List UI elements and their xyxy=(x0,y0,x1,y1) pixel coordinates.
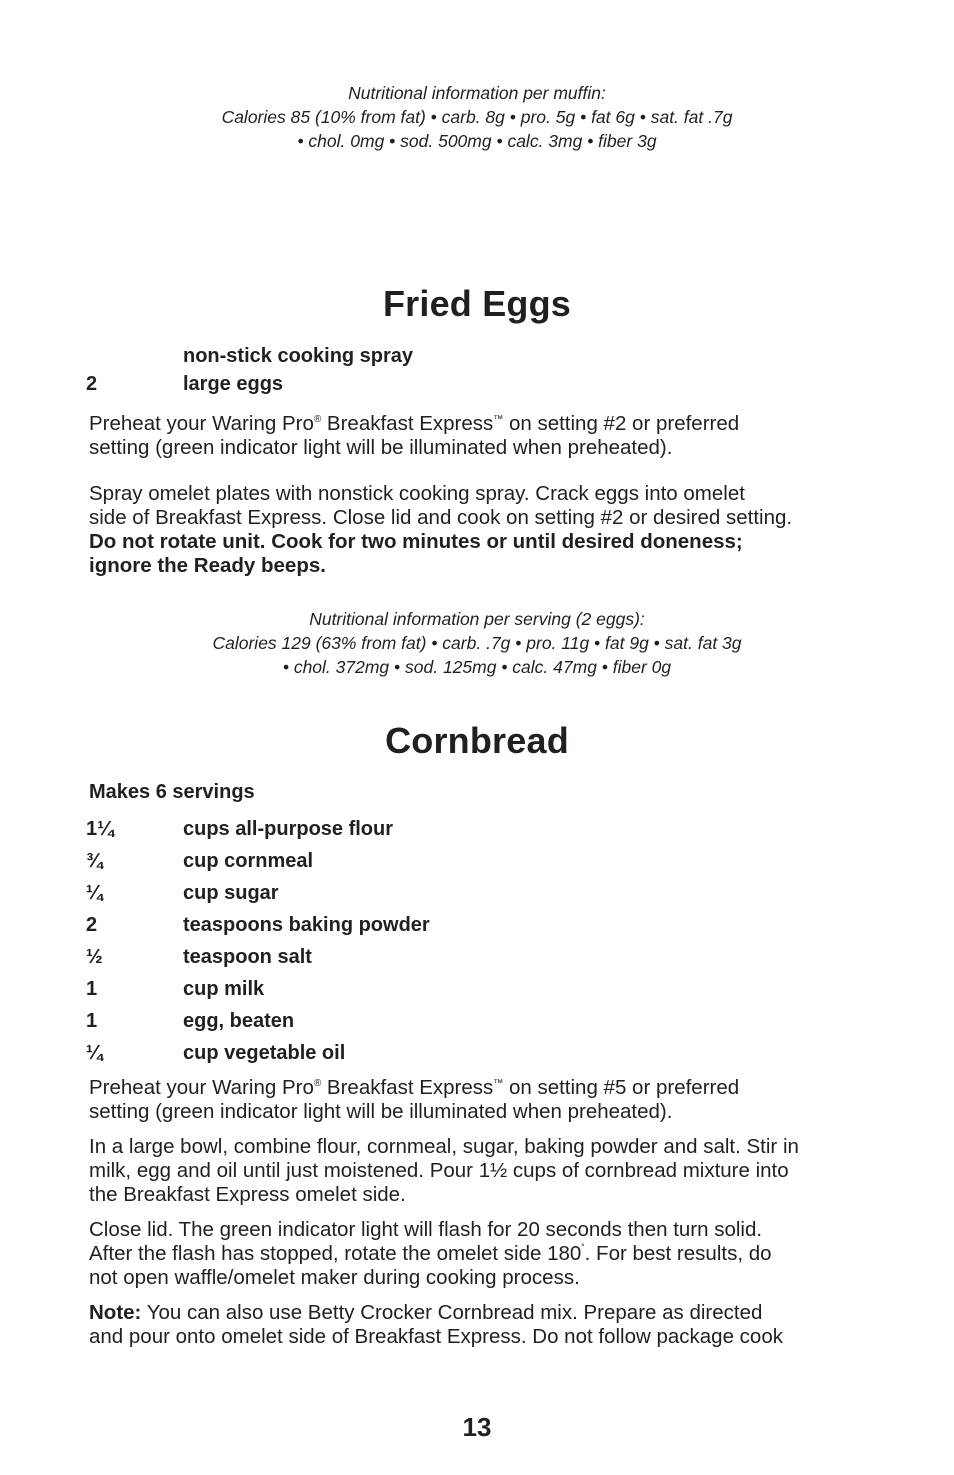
text-segment: Preheat your Waring Pro xyxy=(89,1076,314,1099)
fried-eggs-title: Fried Eggs xyxy=(382,283,572,324)
ingredient-qty: 2 xyxy=(86,914,98,936)
cornbread-title: Cornbread xyxy=(385,720,569,761)
text-line: not open waffle/omelet maker during cooking process. xyxy=(89,1266,580,1289)
trademark-mark: ™ xyxy=(493,1078,504,1089)
text-line: the Breakfast Express omelet side. xyxy=(89,1183,406,1206)
ingredient-item: cups all-purpose flour xyxy=(183,818,394,840)
ingredient-qty: 2 xyxy=(86,373,98,395)
ingredient-qty: ¾ xyxy=(86,850,103,872)
cornbread-ingredient-4 xyxy=(0,911,954,939)
muffin-nutrition-heading: Nutritional information per muffin: xyxy=(348,83,606,103)
muffin-nutrition-block xyxy=(0,81,954,153)
text-line: setting (green indicator light will be illuminated when preheated). xyxy=(89,1100,673,1123)
cornbread-servings: Makes 6 servings xyxy=(89,781,255,803)
fried-eggs-nutrition-block xyxy=(0,607,954,679)
ingredient-qty: ¼ xyxy=(86,882,103,904)
note-label: Note: xyxy=(89,1301,142,1324)
warning-line: Do not rotate unit. Cook for two minutes or until desired doneness; xyxy=(89,530,743,553)
cornbread-ingredient-7 xyxy=(0,1007,954,1035)
ingredient-qty: 1 xyxy=(86,978,98,1000)
ingredient-item: cup cornmeal xyxy=(183,850,314,872)
ingredient-item: cup sugar xyxy=(183,882,279,904)
text-segment: Preheat your Waring Pro xyxy=(89,412,314,435)
fried-eggs-nutrition-line-1: Calories 129 (63% from fat) • carb. .7g • pro. 11g • fat 9g • sat. fat 3g xyxy=(212,633,742,653)
text-segment: You can also use Betty Crocker Cornbread mix. Prepare as directed xyxy=(141,1301,763,1324)
ingredient-qty: ½ xyxy=(86,946,103,968)
registered-mark: ® xyxy=(313,1078,322,1089)
cornbread-preheat-paragraph xyxy=(89,1076,879,1124)
cornbread-note-paragraph xyxy=(89,1301,879,1349)
trademark-mark: ™ xyxy=(493,414,504,425)
cornbread-ingredient-1 xyxy=(0,815,954,843)
fried-eggs-cook-paragraph xyxy=(89,482,879,578)
text-line: Spray omelet plates with nonstick cooking spray. Crack eggs into omelet xyxy=(89,482,745,505)
text-line: Close lid. The green indicator light will flash for 20 seconds then turn solid. xyxy=(89,1218,763,1241)
page-number: 13 xyxy=(462,1412,492,1442)
ingredient-qty: 1 xyxy=(86,1010,98,1032)
registered-mark: ® xyxy=(313,414,322,425)
text-segment: Breakfast Express xyxy=(321,412,494,435)
ingredient-item: cup milk xyxy=(183,978,265,1000)
text-segment: on setting #5 or preferred xyxy=(503,1076,740,1099)
fried-eggs-nutrition-heading: Nutritional information per serving (2 eggs): xyxy=(309,609,645,629)
fried-eggs-preheat-paragraph xyxy=(89,412,879,460)
text-line: In a large bowl, combine flour, cornmeal, sugar, baking powder and salt. Stir in xyxy=(89,1135,799,1158)
cornbread-cook-paragraph xyxy=(89,1218,879,1290)
text-segment: After the flash has stopped, rotate the omelet side 180 xyxy=(89,1242,582,1265)
fried-eggs-ingredient-1 xyxy=(0,342,954,370)
ingredient-item: non-stick cooking spray xyxy=(183,345,414,367)
text-line: side of Breakfast Express. Close lid and cook on setting #2 or desired setting. xyxy=(89,506,793,529)
text-line: setting (green indicator light will be illuminated when preheated). xyxy=(89,436,673,459)
fried-eggs-ingredient-2 xyxy=(0,370,954,398)
text-segment: . For best results, do xyxy=(584,1242,772,1265)
cornbread-ingredient-6 xyxy=(0,975,954,1003)
text-line: and pour onto omelet side of Breakfast Express. Do not follow package cook xyxy=(89,1325,783,1348)
ingredient-item: teaspoon salt xyxy=(183,946,312,968)
cornbread-ingredient-2 xyxy=(0,847,954,875)
ingredient-qty: 1¼ xyxy=(86,818,114,840)
warning-line: ignore the Ready beeps. xyxy=(89,554,326,577)
ingredient-item: egg, beaten xyxy=(183,1010,295,1032)
text-segment: Breakfast Express xyxy=(321,1076,494,1099)
cornbread-ingredient-5 xyxy=(0,943,954,971)
degree-mark: ˚ xyxy=(581,1244,585,1255)
cornbread-mix-paragraph xyxy=(89,1135,879,1207)
muffin-nutrition-line-2: • chol. 0mg • sod. 500mg • calc. 3mg • fiber 3g xyxy=(297,131,657,151)
cornbread-ingredient-3 xyxy=(0,879,954,907)
ingredient-item: cup vegetable oil xyxy=(183,1042,346,1064)
fried-eggs-nutrition-line-2: • chol. 372mg • sod. 125mg • calc. 47mg • fiber 0g xyxy=(282,657,672,677)
ingredient-item: teaspoons baking powder xyxy=(183,914,430,936)
muffin-nutrition-line-1: Calories 85 (10% from fat) • carb. 8g • pro. 5g • fat 6g • sat. fat .7g xyxy=(221,107,733,127)
cornbread-ingredient-8 xyxy=(0,1039,954,1067)
text-line: milk, egg and oil until just moistened. Pour 1½ cups of cornbread mixture into xyxy=(89,1159,789,1182)
ingredient-qty: ¼ xyxy=(86,1042,103,1064)
ingredient-item: large eggs xyxy=(183,373,284,395)
text-segment: on setting #2 or preferred xyxy=(503,412,740,435)
